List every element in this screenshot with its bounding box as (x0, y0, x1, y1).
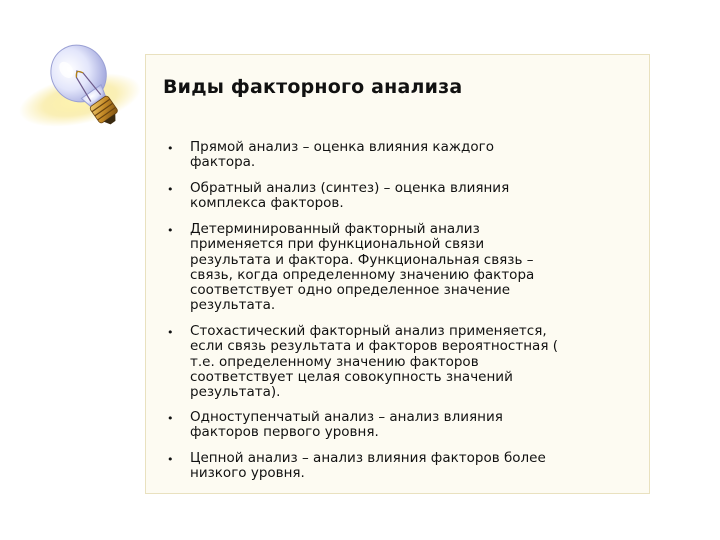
bullet-marker: • (167, 142, 174, 155)
slide-title: Виды факторного анализа (163, 76, 463, 98)
bullet-text: Стохастический факторный анализ применяется, если связь результата и факторов вероятностная ( т.е. определенному значению факторов соответствует целая совокупность значений результата). (190, 323, 559, 401)
bullet-marker: • (167, 224, 174, 237)
light-bulb-icon (18, 18, 166, 130)
bullet-text: Цепной анализ – анализ влияния факторов более низкого уровня. (190, 450, 546, 482)
bullet-text: Детерминированный факторный анализ применяется при функциональной связи результата и фактора. Функциональная связь – связь, когда определенному значению фактора соответствует одно определенное значение результата. (190, 221, 535, 314)
bullet-marker: • (167, 183, 174, 196)
bullet-marker: • (167, 453, 174, 466)
bullet-marker: • (167, 412, 174, 425)
bullet-text: Прямой анализ – оценка влияния каждого фактора. (190, 139, 494, 171)
bullet-text: Одноступенчатый анализ – анализ влияния факторов первого уровня. (190, 409, 503, 441)
bullet-text: Обратный анализ (синтез) – оценка влияния комплекса факторов. (190, 180, 510, 212)
bullet-marker: • (167, 326, 174, 339)
